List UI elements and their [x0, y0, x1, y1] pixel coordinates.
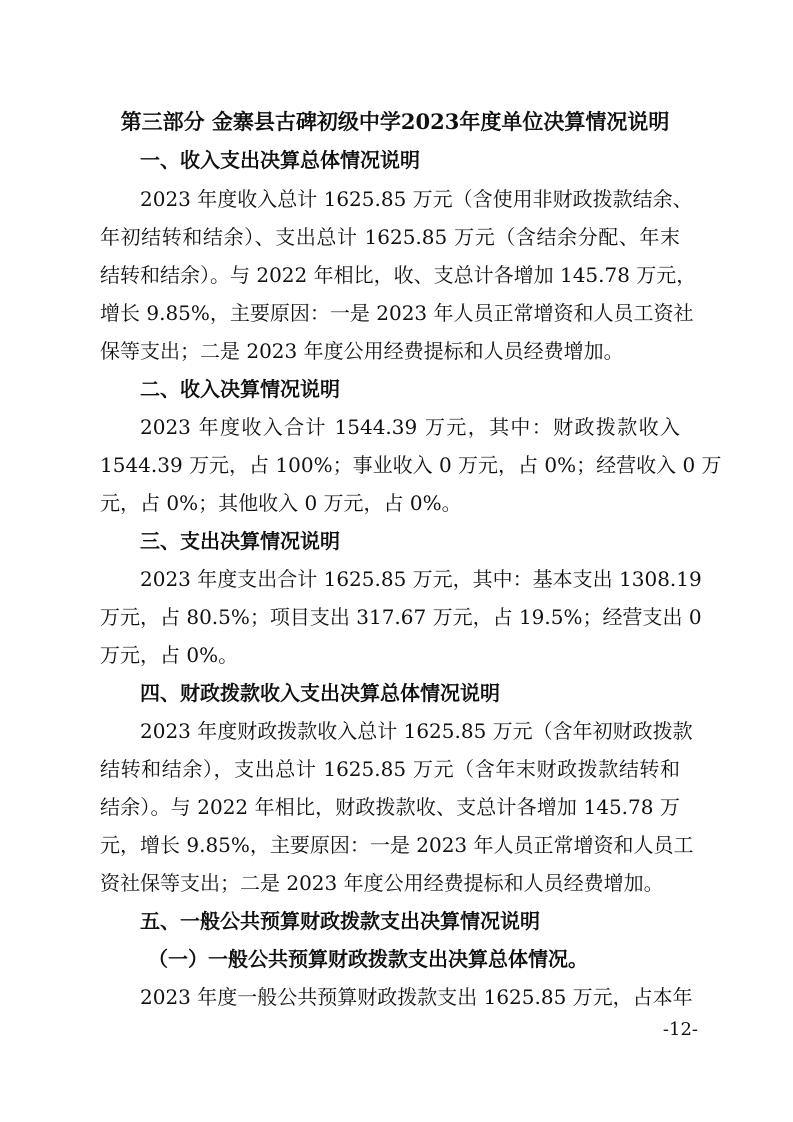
section-1-line-1: 2023 年度收入总计 1625.85 万元（含使用非财政拨款结余、 [140, 187, 693, 211]
section-3-line-3: 万元，占 0%。 [100, 643, 239, 667]
section-1-line-5: 保等支出；二是 2023 年度公用经费提标和人员经费增加。 [100, 339, 624, 363]
section-1-line-4: 增长 9.85%，主要原因：一是 2023 年人员正常增资和人员工资社 [100, 301, 694, 325]
section-5-heading: 五、一般公共预算财政拨款支出决算情况说明 [140, 909, 540, 933]
section-4-line-4: 元，增长 9.85%，主要原因：一是 2023 年人员正常增资和人员工 [100, 833, 694, 857]
section-4-heading: 四、财政拨款收入支出决算总体情况说明 [140, 681, 500, 705]
section-2-line-2: 1544.39 万元，占 100%；事业收入 0 万元，占 0%；经营收入 0 万 [100, 453, 722, 477]
section-5-line-1: 2023 年度一般公共预算财政拨款支出 1625.85 万元，占本年 [140, 985, 693, 1009]
section-2-line-3: 元，占 0%；其他收入 0 万元，占 0%。 [100, 491, 462, 515]
page-number: -12- [662, 1019, 698, 1040]
section-4-line-3: 结余）。与 2022 年相比，财政拨款收、支总计各增加 145.78 万 [100, 795, 680, 819]
section-4-line-1: 2023 年度财政拨款收入总计 1625.85 万元（含年初财政拨款 [140, 719, 693, 743]
section-1-heading: 一、收入支出决算总体情况说明 [140, 148, 420, 172]
section-4-line-2: 结转和结余），支出总计 1625.85 万元（含年末财政拨款结转和 [100, 757, 680, 781]
page-title: 第三部分 金寨县古碑初级中学2023年度单位决算情况说明 [120, 109, 670, 134]
section-3-line-2: 万元，占 80.5%；项目支出 317.67 万元，占 19.5%；经营支出 0 [100, 605, 702, 629]
section-3-line-1: 2023 年度支出合计 1625.85 万元，其中：基本支出 1308.19 [140, 567, 702, 591]
section-3-heading: 三、支出决算情况说明 [140, 529, 340, 553]
section-2-heading: 二、收入决算情况说明 [140, 377, 340, 401]
section-2-line-1: 2023 年度收入合计 1544.39 万元，其中：财政拨款收入 [140, 415, 680, 439]
section-4-line-5: 资社保等支出；二是 2023 年度公用经费提标和人员经费增加。 [100, 871, 664, 895]
section-5-subheading: （一）一般公共预算财政拨款支出决算总体情况。 [148, 947, 588, 971]
section-1-line-2: 年初结转和结余）、支出总计 1625.85 万元（含结余分配、年末 [100, 225, 680, 249]
section-1-line-3: 结转和结余）。与 2022 年相比，收、支总计各增加 145.78 万元， [100, 263, 697, 287]
